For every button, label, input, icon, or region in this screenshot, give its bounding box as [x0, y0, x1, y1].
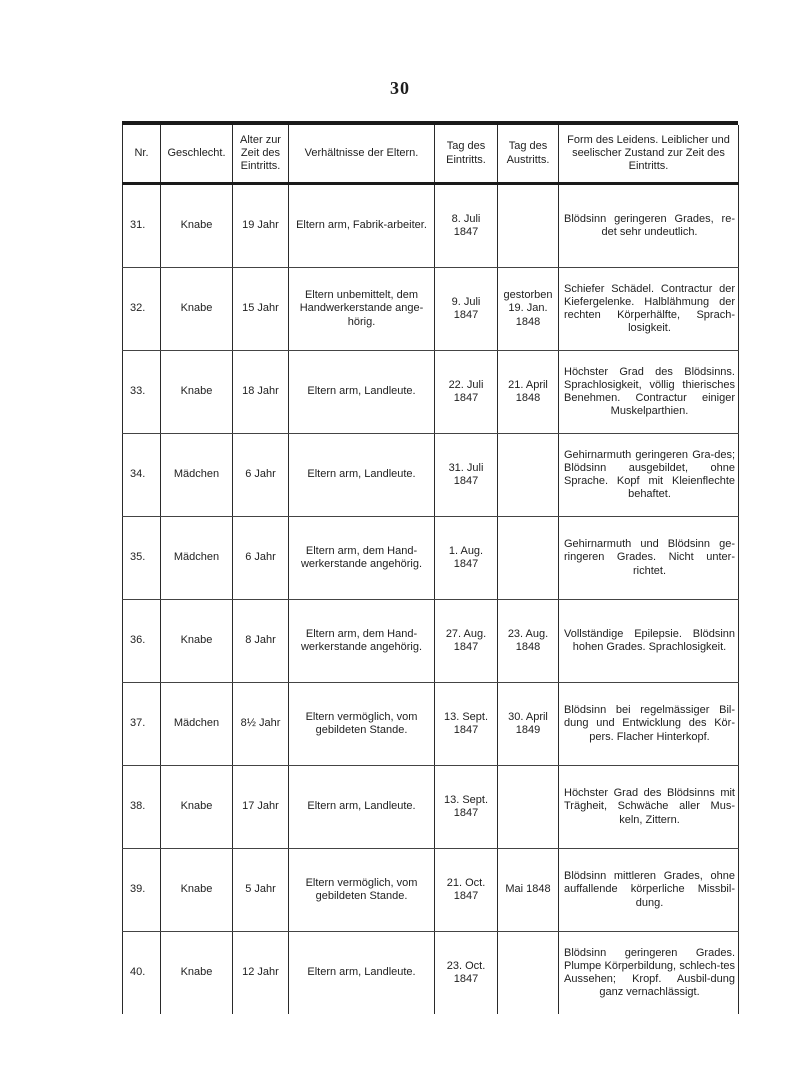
cell-age: 19 Jahr	[233, 184, 289, 268]
cell-nr: 37.	[123, 683, 161, 766]
header-nr: Nr.	[123, 125, 161, 184]
cell-sex: Knabe	[161, 600, 233, 683]
cell-sex: Mädchen	[161, 517, 233, 600]
cell-parents: Eltern arm, Landleute.	[289, 932, 435, 1015]
cell-entry: 31. Juli 1847	[435, 434, 498, 517]
cell-age: 17 Jahr	[233, 766, 289, 849]
cell-exit	[498, 932, 559, 1015]
cell-form: Blödsinn geringeren Grades. Plumpe Körperbildung, schlech-tes Aussehen; Kropf. Ausbil-dung ganz vernachlässigt.	[559, 932, 739, 1015]
header-sex: Geschlecht.	[161, 125, 233, 184]
cell-parents: Eltern arm, Landleute.	[289, 766, 435, 849]
cell-sex: Knabe	[161, 932, 233, 1015]
cell-form: Gehirnarmuth und Blödsinn ge-ringeren Grades. Nicht unter-richtet.	[559, 517, 739, 600]
table-row	[123, 351, 739, 434]
cell-parents: Eltern unbemittelt, dem Handwerkerstande ange-hörig.	[289, 268, 435, 351]
cell-nr: 35.	[123, 517, 161, 600]
table-row	[123, 517, 739, 600]
cell-nr: 36.	[123, 600, 161, 683]
cell-form: Höchster Grad des Blödsinns. Sprachlosigkeit, völlig thierisches Benehmen. Contractur einiger Muskelparthien.	[559, 351, 739, 434]
cell-exit: Mai 1848	[498, 849, 559, 932]
cell-form: Blödsinn geringeren Grades, re-det sehr undeutlich.	[559, 184, 739, 268]
cell-form: Schiefer Schädel. Contractur der Kiefergelenke. Halblähmung der rechten Körperhälfte, Sprach-losigkeit.	[559, 268, 739, 351]
cell-sex: Mädchen	[161, 434, 233, 517]
cell-parents: Eltern arm, Landleute.	[289, 434, 435, 517]
cell-age: 8½ Jahr	[233, 683, 289, 766]
cell-age: 18 Jahr	[233, 351, 289, 434]
table-row	[123, 766, 739, 849]
cell-form: Blödsinn mittleren Grades, ohne auffallende körperliche Missbil-dung.	[559, 849, 739, 932]
table-row	[123, 600, 739, 683]
cell-age: 5 Jahr	[233, 849, 289, 932]
cell-age: 12 Jahr	[233, 932, 289, 1015]
table-row	[123, 268, 739, 351]
cell-entry: 23. Oct. 1847	[435, 932, 498, 1015]
cell-nr: 31.	[123, 184, 161, 268]
cell-nr: 39.	[123, 849, 161, 932]
cell-nr: 32.	[123, 268, 161, 351]
cell-entry: 8. Juli 1847	[435, 184, 498, 268]
cell-age: 8 Jahr	[233, 600, 289, 683]
cell-form: Gehirnarmuth geringeren Gra-des; Blödsinn ausgebildet, ohne Sprache. Kopf mit Kleienflechte behaftet.	[559, 434, 739, 517]
table-row	[123, 184, 739, 268]
table-row	[123, 849, 739, 932]
cell-sex: Knabe	[161, 766, 233, 849]
cell-exit	[498, 517, 559, 600]
cell-nr: 33.	[123, 351, 161, 434]
cell-sex: Knabe	[161, 268, 233, 351]
cell-sex: Knabe	[161, 184, 233, 268]
cell-entry: 13. Sept. 1847	[435, 683, 498, 766]
cell-entry: 27. Aug. 1847	[435, 600, 498, 683]
cell-form: Blödsinn bei regelmässiger Bil-dung und Entwicklung des Kör-pers. Flacher Hinterkopf.	[559, 683, 739, 766]
cell-exit	[498, 766, 559, 849]
header-age: Alter zur Zeit des Eintritts.	[233, 125, 289, 184]
cell-parents: Eltern vermöglich, vom gebildeten Stande.	[289, 849, 435, 932]
cell-exit: 23. Aug. 1848	[498, 600, 559, 683]
cell-sex: Mädchen	[161, 683, 233, 766]
cell-entry: 13. Sept. 1847	[435, 766, 498, 849]
cell-parents: Eltern vermöglich, vom gebildeten Stande.	[289, 683, 435, 766]
header-entry: Tag des Eintritts.	[435, 125, 498, 184]
cell-parents: Eltern arm, dem Hand-werkerstande angehörig.	[289, 517, 435, 600]
table-row	[123, 932, 739, 1015]
cell-exit: 21. April 1848	[498, 351, 559, 434]
table-row	[123, 434, 739, 517]
cell-sex: Knabe	[161, 849, 233, 932]
cell-age: 15 Jahr	[233, 268, 289, 351]
header-form: Form des Leidens. Leiblicher und seelischer Zustand zur Zeit des Eintritts.	[559, 125, 739, 184]
cell-form: Vollständige Epilepsie. Blödsinn hohen Grades. Sprachlosigkeit.	[559, 600, 739, 683]
cell-age: 6 Jahr	[233, 434, 289, 517]
cell-exit	[498, 184, 559, 268]
cell-parents: Eltern arm, dem Hand-werkerstande angehörig.	[289, 600, 435, 683]
cell-entry: 22. Juli 1847	[435, 351, 498, 434]
header-exit: Tag des Austritts.	[498, 125, 559, 184]
cell-entry: 9. Juli 1847	[435, 268, 498, 351]
page-number: 30	[390, 78, 410, 98]
cell-parents: Eltern arm, Landleute.	[289, 351, 435, 434]
cell-exit	[498, 434, 559, 517]
cell-entry: 21. Oct. 1847	[435, 849, 498, 932]
cell-exit: 30. April 1849	[498, 683, 559, 766]
header-row	[123, 125, 739, 184]
cell-exit: gestorben 19. Jan. 1848	[498, 268, 559, 351]
cell-nr: 38.	[123, 766, 161, 849]
cell-form: Höchster Grad des Blödsinns mit Trägheit, Schwäche aller Mus-keln, Zittern.	[559, 766, 739, 849]
cell-nr: 34.	[123, 434, 161, 517]
patient-table	[122, 125, 739, 1014]
cell-entry: 1. Aug. 1847	[435, 517, 498, 600]
cell-age: 6 Jahr	[233, 517, 289, 600]
cell-nr: 40.	[123, 932, 161, 1015]
table-row	[123, 683, 739, 766]
cell-sex: Knabe	[161, 351, 233, 434]
cell-parents: Eltern arm, Fabrik-arbeiter.	[289, 184, 435, 268]
header-parents: Verhältnisse der Eltern.	[289, 125, 435, 184]
